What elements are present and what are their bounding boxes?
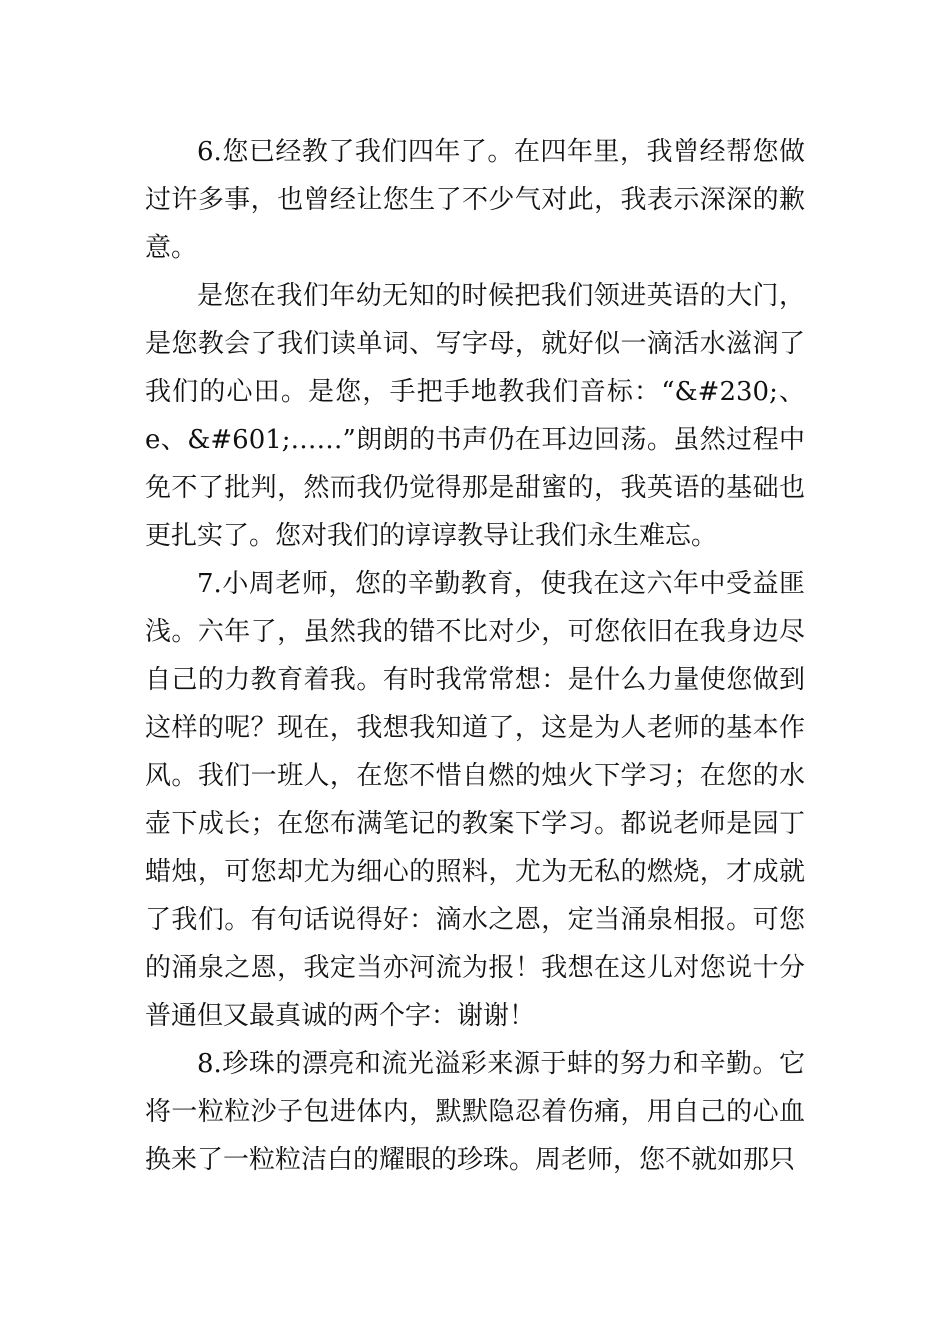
paragraph-6: 6.您已经教了我们四年了。在四年里，我曾经帮您做过许多事，也曾经让您生了不少气对此，我表示深深的歉意。 [145, 137, 805, 263]
paragraph-english-teacher: 是您在我们年幼无知的时候把我们领进英语的大门，是您教会了我们读单词、写字母，就好似一滴活水滋润了我们的心田。是您，手把手地教我们音标：“&#230;、e、&#601;……”朗朗的书声仍在耳边回荡。虽然过程中免不了批判，然而我仍觉得那是甜蜜的，我英语的基础也更扎实了。您对我们的谆谆教导让我们永生难忘。 [145, 281, 805, 551]
document-body [145, 128, 805, 1184]
paragraph-7: 7.小周老师，您的辛勤教育，使我在这六年中受益匪浅。六年了，虽然我的错不比对少，可您依旧在我身边尽自己的力教育着我。有时我常常想：是什么力量使您做到这样的呢？现在，我想我知道了，这是为人老师的基本作风。我们一班人，在您不惜自燃的烛火下学习；在您的水壶下成长；在您布满笔记的教案下学习。都说老师是园丁蜡烛，可您却尤为细心的照料，尤为无私的燃烧，才成就了我们。有句话说得好：滴水之恩，定当涌泉相报。可您的涌泉之恩，我定当亦河流为报！我想在这儿对您说十分普通但又最真诚的两个字：谢谢！ [145, 569, 805, 1031]
paragraph-8: 8.珍珠的漂亮和流光溢彩来源于蚌的努力和辛勤。它将一粒粒沙子包进体内，默默隐忍着伤痛，用自己的心血换来了一粒粒洁白的耀眼的珍珠。周老师，您不就如那只 [145, 1049, 805, 1175]
